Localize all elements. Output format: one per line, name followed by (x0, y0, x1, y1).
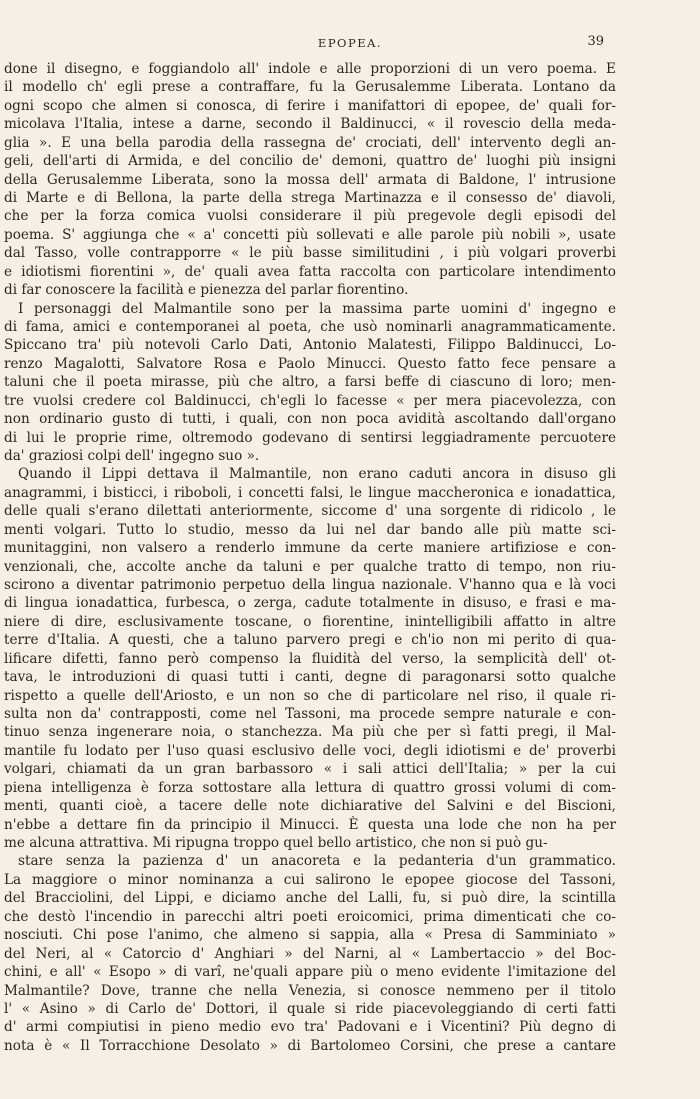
text-line: del Bracciolini, del Lippi, e diciamo anche del Lalli, fu, si può dire, la scintilla (4, 890, 616, 907)
text-line: lificare difetti, fanno però compenso la fluidità del verso, la semplicità dell' ot- (4, 650, 616, 667)
text-line: done il disegno, e foggiandolo all' indole e alle proporzioni di un vero poema. E (4, 61, 616, 77)
running-title: EPOPEA. (317, 36, 383, 50)
text-line: della Gerusalemme Liberata, sono la mossa dell' armata di Baldone, l' intrusione (4, 171, 616, 188)
text-line: non ordinario gusto di tutti, i quali, con non poca avidità ascoltando dall'organo (4, 411, 616, 428)
text-line: dal Tasso, volle contrapporre « le più basse similitudini , i più volgari proverbi (4, 245, 616, 262)
running-head (0, 36, 700, 54)
text-line: La maggiore o minor nominanza a cui salirono le epopee giocose del Tassoni, (4, 871, 616, 888)
text-line: renzo Magalotti, Salvatore Rosa e Paolo Minucci. Questo fatto fece pensare a (4, 355, 616, 372)
text-line: n'ebbe a dettare fin da principio il Minucci. È questa una lode che non ha per (4, 816, 616, 833)
text-line: munitaggini, non valsero a renderlo immune da certe maniere artifiziose e con- (4, 540, 616, 557)
text-line: taluni che il poeta mirasse, più che altro, a farsi beffe di ciascuno di loro; men- (4, 374, 616, 391)
text-line: poema. S' aggiunga che « a' concetti più sollevati e alle parole più nobili », usate (4, 226, 616, 243)
text-line: delle quali s'erano dilettati anteriormente, siccome d' una sorgente di ridicolo , le (4, 503, 616, 520)
text-line: ogni scopo che almen si conosca, di ferire i manifattori di epopee, de' quali for- (4, 97, 616, 114)
text-line: scirono a diventar patrimonio perpetuo della lingua nazionale. V'hanno qua e là voci (4, 577, 616, 594)
text-line: piena intelligenza è forza sottostare alla lettura di quattro grossi volumi di com- (4, 779, 616, 796)
text-line: che per la forza comica vuolsi considerare il più pregevole degli episodi del (4, 208, 616, 225)
text-line: tava, le introduzioni di quasi tutti i canti, degne di paragonarsi sotto qualche (4, 669, 616, 686)
text-line: di lingua ionadattica, furbesca, o zerga, cadute totalmente in disuso, e frasi e ma- (4, 595, 616, 612)
text-line: venzionali, che, accolte anche da taluni e per qualche tratto di tempo, non riu- (4, 558, 616, 575)
page-number: 39 (587, 34, 604, 49)
text-line: terre d'Italia. A questi, che a taluno parvero pregi e ch'io non mi perito di qua- (4, 632, 616, 649)
text-line: mantile fu lodato per l'uso quasi esclusivo delle voci, degli idiotismi e de' proverbi (4, 742, 616, 759)
text-line: tre vuolsi credere col Baldinucci, ch'egli lo facesse « per mera piacevolezza, con (4, 392, 616, 409)
text-line: di Marte e di Bellona, la parte della strega Martinazza e il consesso de' diavoli, (4, 190, 616, 206)
text-line: micolava l'Italia, intese a darne, secondo il Baldinucci, « il rovescio della meda- (4, 116, 616, 133)
text-line: Malmantile? Dove, tranne che nella Venezia, si conosce nemmeno per il titolo (4, 982, 616, 999)
text-line: di lui le proprie rime, oltremodo godevano di sentirsi leggiadramente percuotere (4, 429, 616, 446)
text-line: di fama, amici e contemporanei al poeta, che usò nominarli anagrammaticamente. (4, 319, 616, 336)
text-line: rispetto a quelle dell'Ariosto, e un non so che di particolare nel riso, il quale ri- (4, 687, 616, 704)
text-line: stare senza la pazienza d' un anacoreta e la pedanteria d'un grammatico. (18, 853, 616, 870)
text-line: geli, dell'arti di Armida, e del concilio de' demoni, quattro de' luoghi più insigni (4, 153, 616, 170)
text-line: d' armi compiutisi in pieno medio evo tra' Padovani e i Vicentini? Più degno di (4, 1019, 616, 1036)
text-line: nosciuti. Chi pose l'animo, che almeno si sappia, alla « Presa di Samminiato » (4, 927, 616, 944)
text-line: nota è « Il Torracchione Desolato » di Bartolomeo Corsini, che prese a cantare (4, 1037, 616, 1054)
text-line: sulta non da' contrapposti, come nel Tassoni, ma procede sempre naturale e con- (4, 706, 616, 723)
text-line: volgari, chiamati da un gran barbassoro « i sali attici dell'Italia; » per la cui (4, 761, 616, 778)
text-line: tinuo senza ingenerare noia, o stanchezza. Ma più che per sì fatti pregi, il Mal- (4, 724, 616, 741)
text-line: da' graziosi colpi dell' ingegno suo ». (4, 448, 260, 465)
text-line: menti, quanti cioè, a tacere delle note dichiarative del Salvini e del Biscioni, (4, 798, 616, 815)
text-line: niere di dire, esclusivamente toscane, o fiorentine, inintelligibili affatto in altre (4, 613, 616, 630)
text-line: I personaggi del Malmantile sono per la massima parte uomini d' ingegno e (18, 300, 616, 317)
text-line: e idiotismi fiorentini », de' quali avea fatta raccolta con particolare intendimento (4, 263, 616, 280)
text-line: del Neri, al « Catorcio d' Anghiari » del Narni, al « Lambertaccio » del Boc- (4, 945, 616, 962)
text-line: l' « Asino » di Carlo de' Dottori, il quale si ride piacevoleggiando di certi fatti (4, 1000, 616, 1017)
text-line: anagrammi, i bisticci, i riboboli, i concetti falsi, le lingue maccheronica e ionadattica, (4, 484, 616, 501)
text-line: Quando il Lippi dettava il Malmantile, non erano caduti ancora in disuso gli (18, 466, 616, 483)
text-line: me alcuna attrattiva. Mi ripugna troppo quel bello artistico, che non si può gu- (4, 835, 548, 852)
text-line: di far conoscere la facilità e pienezza del parlar fiorentino. (4, 282, 409, 299)
text-line: glia ». E una bella parodia della rassegna de' crociati, dell' intervento degli an- (4, 134, 616, 151)
text-line: il modello ch' egli prese a contraffare, fu la Gerusalemme Liberata. Lontano da (4, 79, 616, 96)
text-line: che destò l'incendio in parecchi altri poeti eroicomici, prima dimenticati che co- (4, 908, 616, 925)
text-line: Spiccano tra' più notevoli Carlo Dati, Antonio Malatesti, Filippo Baldinucci, Lo- (4, 337, 616, 354)
text-line: menti volgari. Tutto lo studio, messo da lui nel dar bando alle più matte sci- (4, 521, 616, 538)
text-line: chini, e all' « Esopo » di varî, ne'quali appare più o meno evidente l'imitazione del (4, 964, 616, 981)
